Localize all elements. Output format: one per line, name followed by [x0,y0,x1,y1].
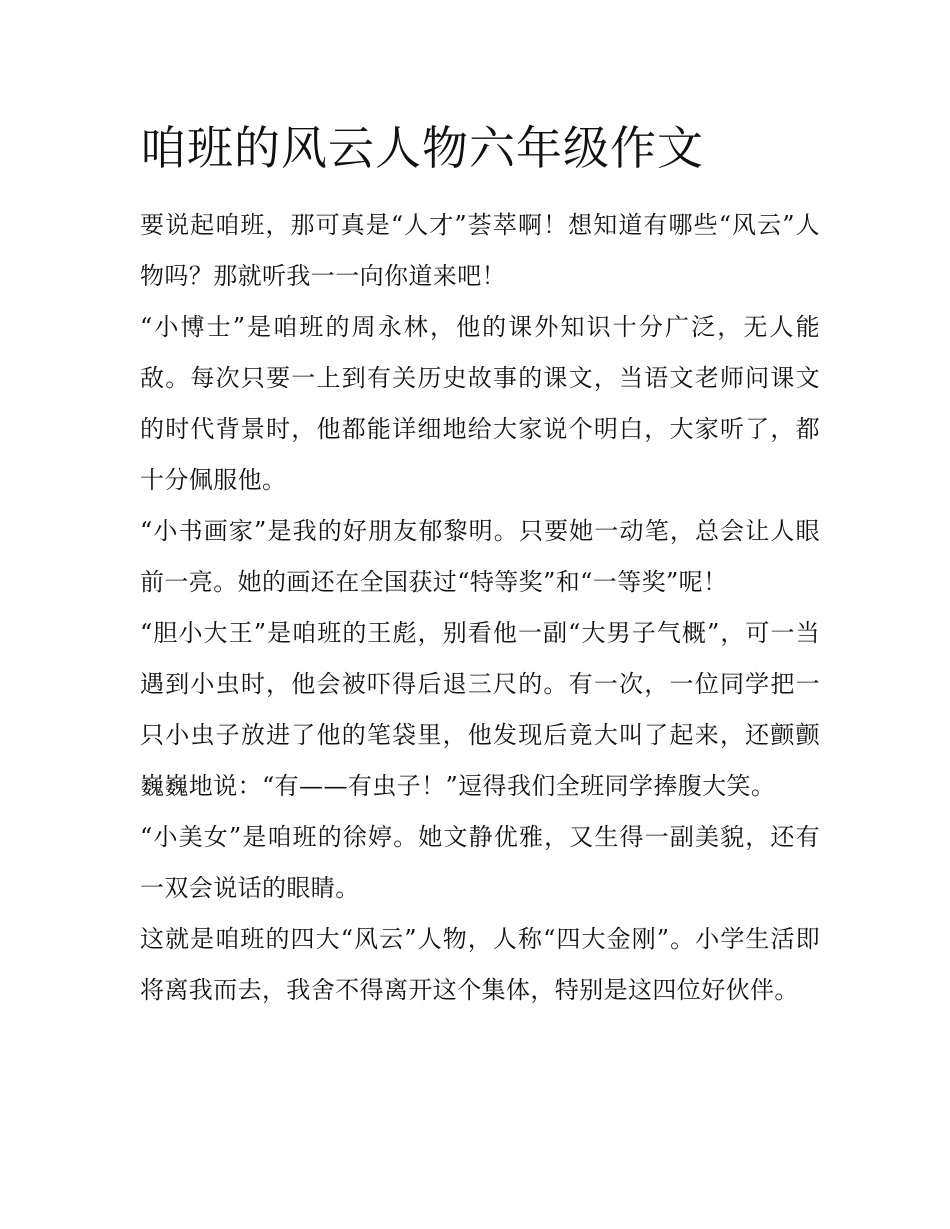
paragraph-intro: 要说起咱班，那可真是“人才”荟萃啊！想知道有哪些“风云”人物吗？那就听我一一向你道来吧！ [140,211,820,290]
paragraph-timid-king: “胆小大王”是咱班的王彪，别看他一副“大男子气概”，可一当遇到小虫时，他会被吓得后退三尺的。有一次，一位同学把一只小虫子放进了他的笔袋里，他发现后竟大叫了起来，还颤颤巍巍地说：“有——有虫子！”逗得我们全班同学捧腹大笑。 [140,619,820,800]
paragraph-little-painter: “小书画家”是我的好朋友郁黎明。只要她一动笔，总会让人眼前一亮。她的画还在全国获过“特等奖”和“一等奖”呢！ [140,517,820,596]
document-page [140,118,820,1016]
paragraph-little-beauty: “小美女”是咱班的徐婷。她文静优雅，又生得一副美貌，还有一双会说话的眼睛。 [140,823,820,902]
document-title: 咱班的风云人物六年级作文 [140,121,704,175]
paragraph-conclusion: 这就是咱班的四大“风云”人物，人称“四大金刚”。小学生活即将离我而去，我舍不得离开这个集体，特别是这四位好伙伴。 [140,925,820,1004]
paragraph-little-doctor: “小博士”是咱班的周永林，他的课外知识十分广泛，无人能敌。每次只要一上到有关历史故事的课文，当语文老师问课文的时代背景时，他都能详细地给大家说个明白，大家听了，都十分佩服他。 [140,313,820,494]
